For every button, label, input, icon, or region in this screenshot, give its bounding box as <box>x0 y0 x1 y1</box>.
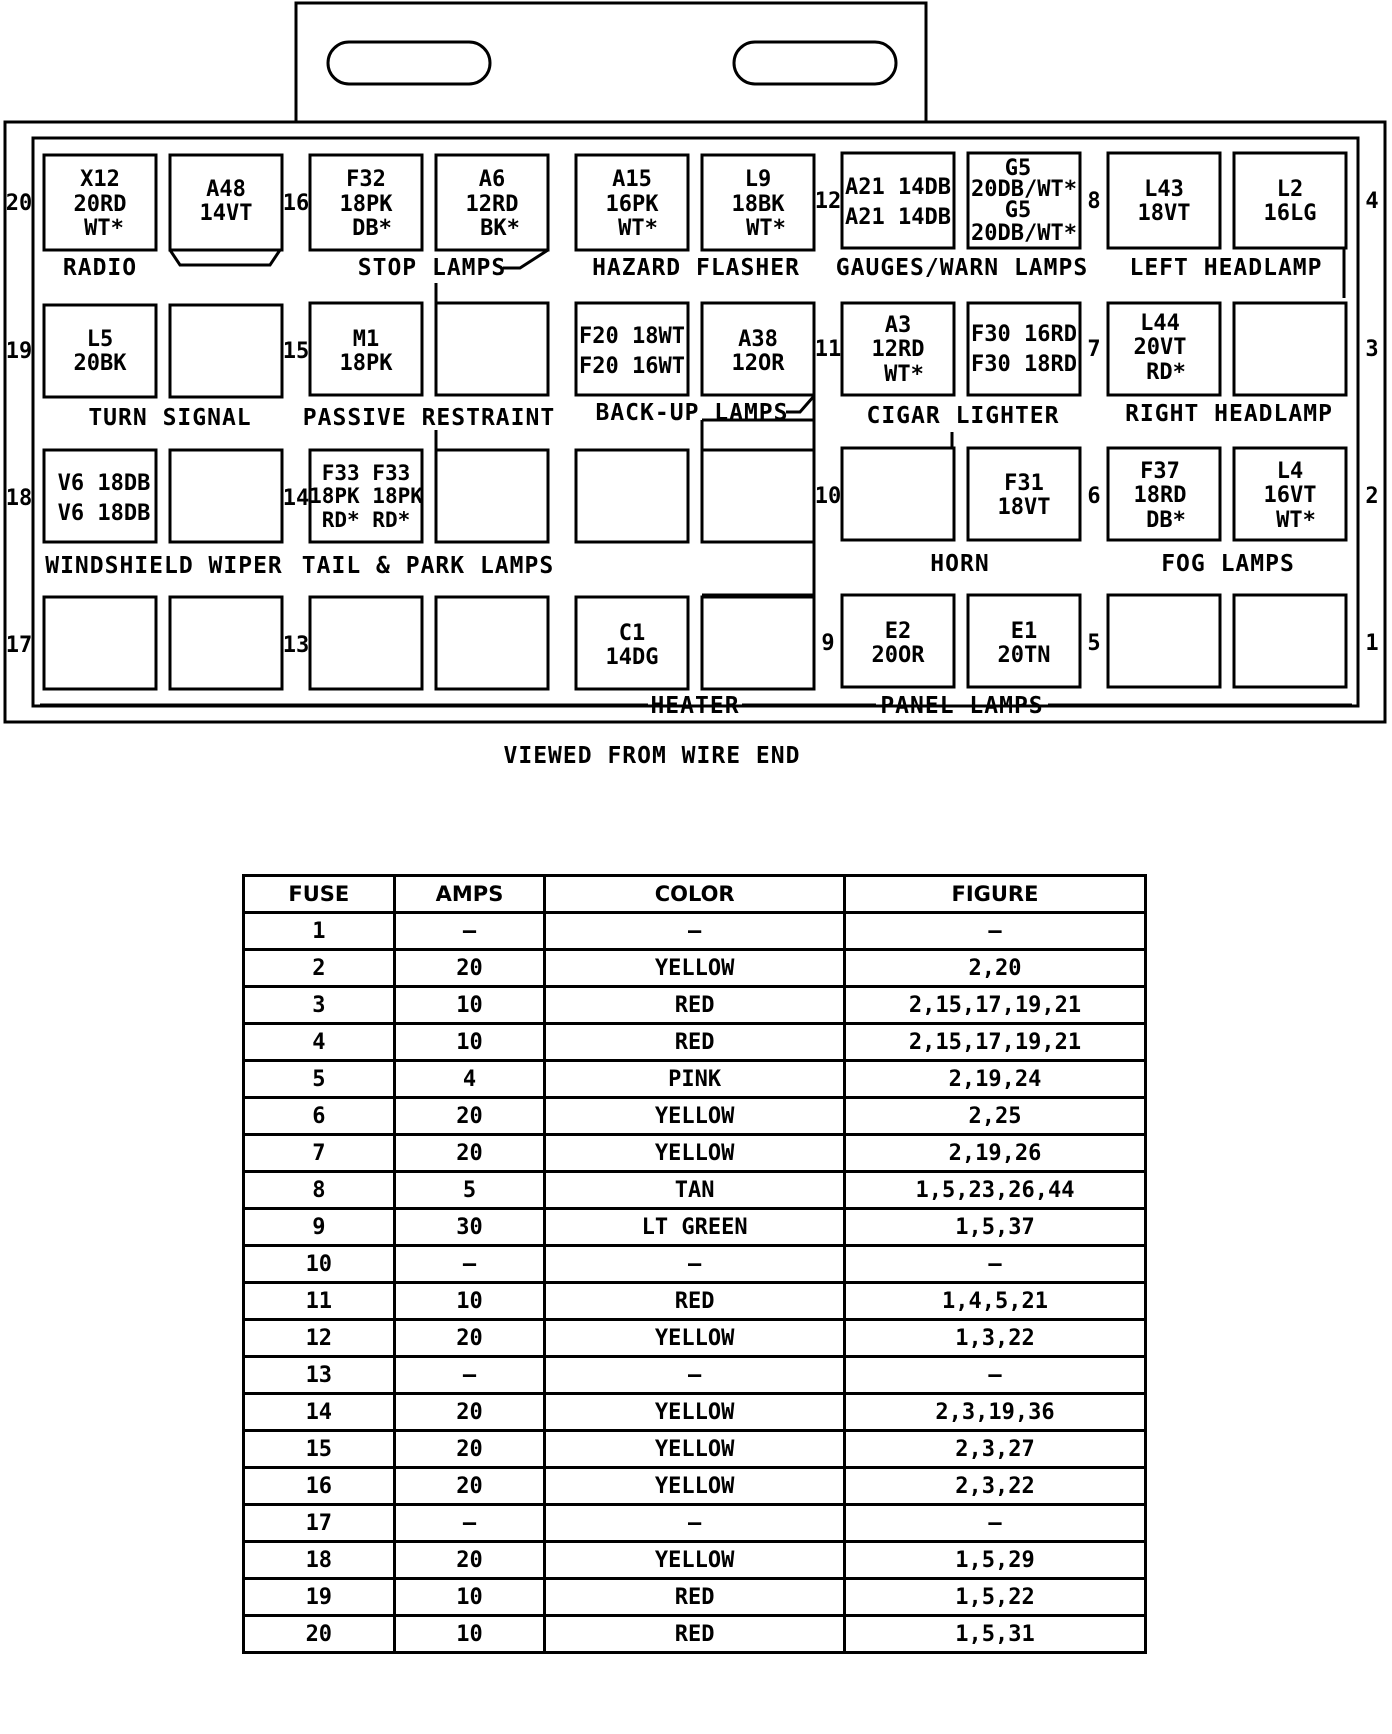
fuse-cavity-8a <box>842 153 954 248</box>
cell-fuse: 15 <box>244 1431 395 1468</box>
cell-f37-l3: DB* <box>1146 508 1186 533</box>
fuse-cavity-1b <box>1234 595 1346 687</box>
cell-c1-l2: 14DG <box>605 645 659 670</box>
label-windshield-wiper: WINDSHIELD WIPER <box>45 553 283 579</box>
cell-color: — <box>545 1505 845 1542</box>
cell-amps: 4 <box>394 1061 545 1098</box>
table-row <box>244 1431 1146 1468</box>
header-color: COLOR <box>545 876 845 913</box>
cell-color: LT GREEN <box>545 1209 845 1246</box>
cell-l4-l3: WT* <box>1276 508 1316 533</box>
cell-amps: 20 <box>394 1135 545 1172</box>
cell-amps: — <box>394 1505 545 1542</box>
label-back-up-lamps: BACK-UP LAMPS <box>595 400 789 426</box>
cell-figure: 2,15,17,19,21 <box>844 987 1145 1024</box>
cell-a15-l3: WT* <box>618 216 658 241</box>
cell-a3-l2: 12RD <box>871 337 925 362</box>
position-9: 9 <box>821 631 835 656</box>
fuse-cavity-18b <box>170 450 282 542</box>
cell-e2-l1: E2 <box>884 619 912 644</box>
cell-color: YELLOW <box>545 950 845 987</box>
cell-amps: 20 <box>394 1394 545 1431</box>
cell-color: YELLOW <box>545 1135 845 1172</box>
table-row <box>244 1616 1146 1653</box>
cell-l43-l1: L43 <box>1144 177 1184 202</box>
table-row <box>244 1468 1146 1505</box>
table-row <box>244 1505 1146 1542</box>
table-row <box>244 1172 1146 1209</box>
table-row <box>244 1283 1146 1320</box>
cell-a3-l3: WT* <box>884 362 924 387</box>
cell-l43-l2: 18VT <box>1137 201 1191 226</box>
table-row <box>244 1135 1146 1172</box>
label-hazard-flasher: HAZARD FLASHER <box>592 255 800 281</box>
cell-f33-l2: 18PK 18PK <box>309 484 423 508</box>
label-horn: HORN <box>930 551 990 577</box>
fuse-cavity-17a <box>44 597 156 689</box>
cell-l9-l3: WT* <box>746 216 786 241</box>
cell-amps: 20 <box>394 1468 545 1505</box>
cell-color: RED <box>545 987 845 1024</box>
cell-fuse: 16 <box>244 1468 395 1505</box>
cell-g5-l2: 20DB/WT* <box>971 177 1077 202</box>
cell-a21-l2: A21 14DB <box>845 205 951 230</box>
cell-f32-l1: F32 <box>346 167 386 192</box>
cell-fuse: 4 <box>244 1024 395 1061</box>
cell-figure: 2,19,24 <box>844 1061 1145 1098</box>
fuse-block-diagram <box>0 0 1392 780</box>
position-15: 15 <box>282 339 310 364</box>
position-16: 16 <box>282 191 310 216</box>
cell-fuse: 2 <box>244 950 395 987</box>
cell-v6-l1: V6 18DB <box>57 471 151 496</box>
cell-l9-l1: L9 <box>744 167 772 192</box>
label-radio: RADIO <box>62 255 138 281</box>
position-3: 3 <box>1365 337 1379 362</box>
table-row <box>244 1394 1146 1431</box>
cell-fuse: 13 <box>244 1357 395 1394</box>
cell-l4-l1: L4 <box>1276 459 1304 484</box>
position-14: 14 <box>282 486 310 511</box>
cell-figure: 1,5,29 <box>844 1542 1145 1579</box>
cell-figure: 1,3,22 <box>844 1320 1145 1357</box>
header-amps: AMPS <box>394 876 545 913</box>
cell-l5-l1: L5 <box>86 327 114 352</box>
cell-figure: 2,3,19,36 <box>844 1394 1145 1431</box>
cell-figure: — <box>844 1505 1145 1542</box>
cell-fuse: 9 <box>244 1209 395 1246</box>
mounting-slot-left <box>328 42 490 84</box>
cell-amps: 20 <box>394 950 545 987</box>
label-heater: HEATER <box>650 693 740 719</box>
cell-f31-l1: F31 <box>1004 471 1044 496</box>
label-passive-restraint: PASSIVE RESTRAINT <box>302 405 556 431</box>
cell-fuse: 18 <box>244 1542 395 1579</box>
cell-figure: — <box>844 913 1145 950</box>
table-row <box>244 1320 1146 1357</box>
cell-color: YELLOW <box>545 1542 845 1579</box>
position-4: 4 <box>1365 189 1379 214</box>
cell-figure: 2,15,17,19,21 <box>844 1024 1145 1061</box>
position-13: 13 <box>282 633 310 658</box>
cell-fuse: 20 <box>244 1616 395 1653</box>
cell-a6-l2: 12RD <box>465 192 519 217</box>
header-figure: FIGURE <box>844 876 1145 913</box>
fuse-cavity-9b <box>702 597 814 689</box>
fuse-table-wrapper <box>242 874 1147 1654</box>
cell-e1-l1: E1 <box>1010 619 1038 644</box>
cell-fuse: 14 <box>244 1394 395 1431</box>
position-12: 12 <box>814 189 842 214</box>
cell-color: YELLOW <box>545 1468 845 1505</box>
cell-color: YELLOW <box>545 1320 845 1357</box>
table-row <box>244 1098 1146 1135</box>
fuse-cavity-17b <box>170 597 282 689</box>
cell-f33-l1: F33 F33 <box>321 461 411 485</box>
cell-figure: 1,5,23,26,44 <box>844 1172 1145 1209</box>
fuse-cavity-3b <box>1234 303 1346 395</box>
position-2: 2 <box>1365 484 1379 509</box>
label-turn-signal: TURN SIGNAL <box>88 405 252 431</box>
cell-fuse: 17 <box>244 1505 395 1542</box>
cell-color: — <box>545 1246 845 1283</box>
position-11: 11 <box>814 337 842 362</box>
label-cigar-lighter: CIGAR LIGHTER <box>866 403 1060 429</box>
cell-c1-l1: C1 <box>618 621 646 646</box>
cell-a15-l1: A15 <box>612 167 652 192</box>
cell-f20-l2: F20 16WT <box>579 354 685 379</box>
position-6: 6 <box>1087 484 1101 509</box>
mounting-slot-right <box>734 42 896 84</box>
position-8: 8 <box>1087 189 1101 214</box>
cell-amps: 10 <box>394 1283 545 1320</box>
cell-g5-l3: G5 <box>1004 198 1032 223</box>
cell-figure: 2,20 <box>844 950 1145 987</box>
cell-figure: 2,3,22 <box>844 1468 1145 1505</box>
cell-amps: 20 <box>394 1542 545 1579</box>
cell-m1-l1: M1 <box>352 327 380 352</box>
cell-figure: — <box>844 1246 1145 1283</box>
table-row <box>244 1542 1146 1579</box>
cell-f32-l3: DB* <box>352 216 392 241</box>
cell-l5-l2: 20BK <box>73 351 127 376</box>
cell-fuse: 19 <box>244 1579 395 1616</box>
cell-a3-l1: A3 <box>884 313 912 338</box>
table-row <box>244 913 1146 950</box>
fuse-cavity-13a <box>310 597 422 689</box>
cell-f30-l2: F30 18RD <box>971 352 1077 377</box>
cell-figure: 2,19,26 <box>844 1135 1145 1172</box>
position-18: 18 <box>5 486 33 511</box>
cell-amps: — <box>394 1246 545 1283</box>
position-7: 7 <box>1087 337 1101 362</box>
fuse-cavity-18a <box>44 450 156 542</box>
fuse-cavity-7b <box>968 303 1080 395</box>
cell-f31-l2: 18VT <box>997 495 1051 520</box>
cell-a6-l1: A6 <box>478 167 506 192</box>
fuse-cavity-1a <box>1108 595 1220 687</box>
cell-fuse: 11 <box>244 1283 395 1320</box>
cell-color: RED <box>545 1283 845 1320</box>
cell-figure: — <box>844 1357 1145 1394</box>
cell-color: YELLOW <box>545 1431 845 1468</box>
position-20: 20 <box>5 191 33 216</box>
cell-fuse: 10 <box>244 1246 395 1283</box>
fuse-cavity-11a <box>576 303 688 395</box>
table-row <box>244 987 1146 1024</box>
table-row <box>244 1061 1146 1098</box>
label-left-headlamp: LEFT HEADLAMP <box>1129 255 1323 281</box>
cell-a21-l1: A21 14DB <box>845 175 951 200</box>
cell-color: PINK <box>545 1061 845 1098</box>
cell-fuse: 8 <box>244 1172 395 1209</box>
cell-g5-l1: G5 <box>1004 156 1032 181</box>
cell-color: YELLOW <box>545 1394 845 1431</box>
fuse-cavity-19b <box>170 305 282 397</box>
fuse-cavity-14b <box>436 450 548 542</box>
cell-amps: 20 <box>394 1431 545 1468</box>
cell-amps: 10 <box>394 987 545 1024</box>
cell-amps: 20 <box>394 1098 545 1135</box>
cell-amps: 20 <box>394 1320 545 1357</box>
cell-v6-l2: V6 18DB <box>57 501 151 526</box>
cell-x12-l2: 20RD <box>73 192 127 217</box>
cell-fuse: 5 <box>244 1061 395 1098</box>
cell-amps: 10 <box>394 1579 545 1616</box>
cell-e1-l2: 20TN <box>997 643 1051 668</box>
label-stop-lamps: STOP LAMPS <box>357 255 507 281</box>
cell-fuse: 12 <box>244 1320 395 1357</box>
cell-amps: 10 <box>394 1024 545 1061</box>
table-header-row <box>244 876 1146 913</box>
cell-color: RED <box>545 1024 845 1061</box>
cell-amps: 30 <box>394 1209 545 1246</box>
label-panel-lamps: PANEL LAMPS <box>880 693 1044 719</box>
cell-a38-l1: A38 <box>738 327 778 352</box>
cell-amps: — <box>394 913 545 950</box>
cell-x12-l3: WT* <box>84 216 124 241</box>
cell-color: TAN <box>545 1172 845 1209</box>
cell-amps: 5 <box>394 1172 545 1209</box>
cell-figure: 2,25 <box>844 1098 1145 1135</box>
cell-f37-l2: 18RD <box>1133 483 1187 508</box>
cell-l44-l3: RD* <box>1146 360 1186 385</box>
position-17: 17 <box>5 633 33 658</box>
cell-color: — <box>545 1357 845 1394</box>
position-1: 1 <box>1365 631 1379 656</box>
caption: VIEWED FROM WIRE END <box>503 743 801 769</box>
cell-f32-l2: 18PK <box>339 192 393 217</box>
cell-a48-l1: A48 <box>206 177 246 202</box>
cell-amps: — <box>394 1357 545 1394</box>
cell-amps: 10 <box>394 1616 545 1653</box>
position-19: 19 <box>5 339 33 364</box>
cell-figure: 2,3,27 <box>844 1431 1145 1468</box>
fuse-table <box>242 874 1147 1654</box>
cell-fuse: 6 <box>244 1098 395 1135</box>
cell-a15-l2: 16PK <box>605 192 659 217</box>
cell-m1-l2: 18PK <box>339 351 393 376</box>
cell-figure: 1,5,37 <box>844 1209 1145 1246</box>
fuse-cavity-15b <box>436 303 548 395</box>
cell-f20-l1: F20 18WT <box>579 324 685 349</box>
cell-figure: 1,5,22 <box>844 1579 1145 1616</box>
cell-l44-l2: 20VT <box>1133 335 1187 360</box>
cell-color: RED <box>545 1579 845 1616</box>
label-gauges-warn-lamps: GAUGES/WARN LAMPS <box>835 255 1089 281</box>
table-row <box>244 1024 1146 1061</box>
cell-e2-l2: 20OR <box>871 643 925 668</box>
cell-color: RED <box>545 1616 845 1653</box>
cell-l9-l2: 18BK <box>731 192 785 217</box>
cell-l44-l1: L44 <box>1140 311 1180 336</box>
cell-f37-l1: F37 <box>1140 459 1180 484</box>
fuse-cavity-13b <box>436 597 548 689</box>
fuse-cavity-6a <box>842 448 954 540</box>
cell-figure: 1,5,31 <box>844 1616 1145 1653</box>
cell-a38-l2: 12OR <box>731 351 785 376</box>
table-row <box>244 1209 1146 1246</box>
table-row <box>244 950 1146 987</box>
cell-f30-l1: F30 16RD <box>971 322 1077 347</box>
cell-figure: 1,4,5,21 <box>844 1283 1145 1320</box>
cell-f33-l3: RD* RD* <box>321 508 411 532</box>
position-10: 10 <box>814 484 842 509</box>
label-tail-park-lamps: TAIL & PARK LAMPS <box>301 553 555 579</box>
fuse-cavity-10b <box>702 450 814 542</box>
cell-g5-l4: 20DB/WT* <box>971 221 1077 246</box>
cell-a48-l2: 14VT <box>199 201 253 226</box>
table-body <box>244 913 1146 1653</box>
cell-l2-l1: L2 <box>1276 177 1304 202</box>
cell-fuse: 1 <box>244 913 395 950</box>
label-fog-lamps: FOG LAMPS <box>1161 551 1295 577</box>
table-row <box>244 1246 1146 1283</box>
cell-l4-l2: 16VT <box>1263 483 1317 508</box>
cell-x12-l1: X12 <box>80 167 120 192</box>
fuse-cavity-10a <box>576 450 688 542</box>
cell-a6-l3: BK* <box>480 216 520 241</box>
position-5: 5 <box>1087 631 1101 656</box>
cell-fuse: 7 <box>244 1135 395 1172</box>
cell-l2-l2: 16LG <box>1263 201 1317 226</box>
cell-fuse: 3 <box>244 987 395 1024</box>
table-row <box>244 1357 1146 1394</box>
table-row <box>244 1579 1146 1616</box>
cell-color: — <box>545 913 845 950</box>
header-fuse: FUSE <box>244 876 395 913</box>
cell-color: YELLOW <box>545 1098 845 1135</box>
label-right-headlamp: RIGHT HEADLAMP <box>1125 401 1333 427</box>
